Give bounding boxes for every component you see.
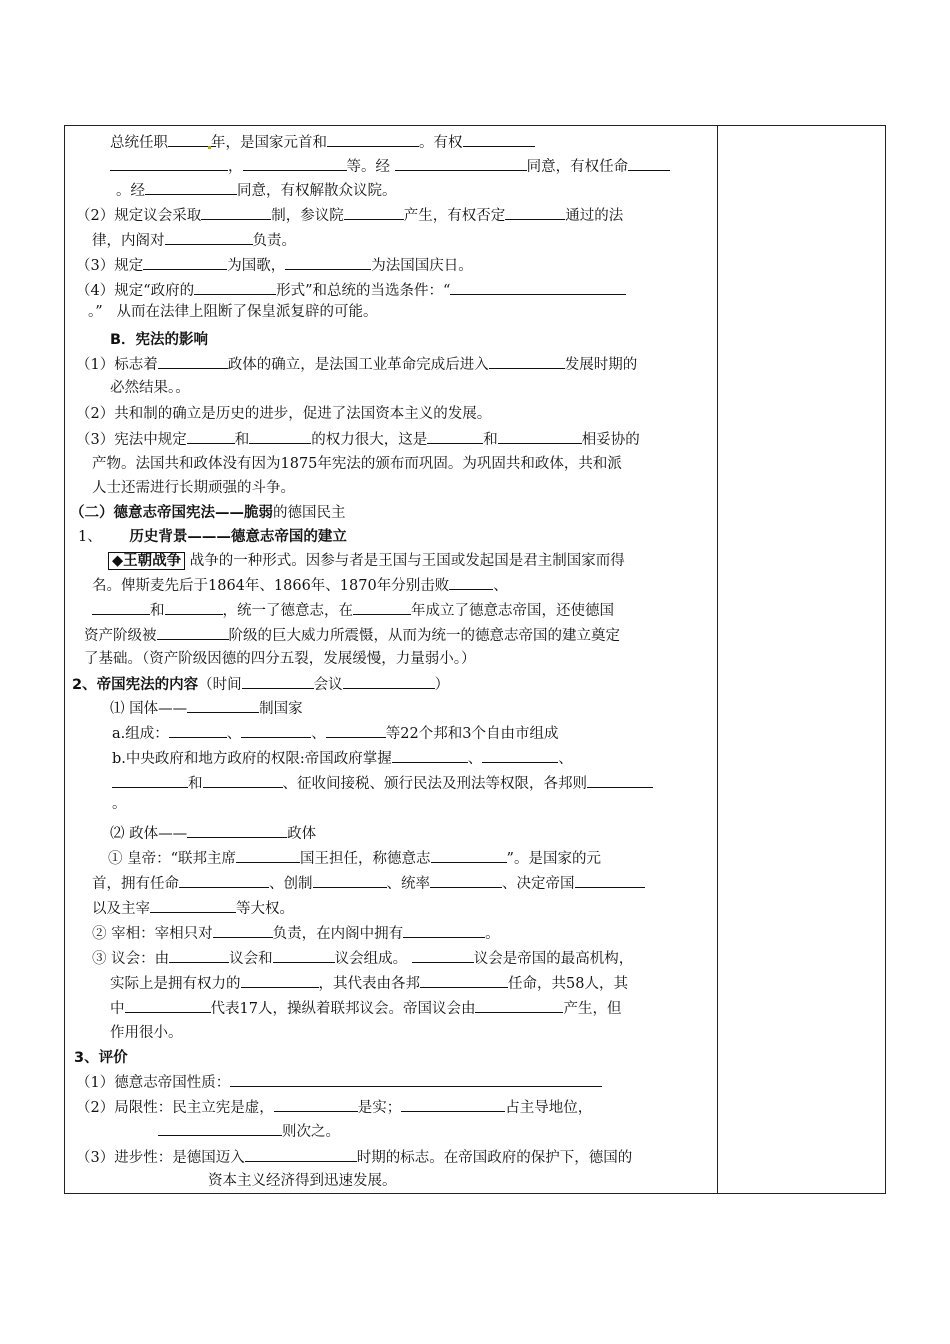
blank[interactable] — [158, 354, 228, 369]
blank[interactable] — [203, 773, 283, 788]
blank[interactable] — [249, 429, 311, 444]
line-emperor-powers: 首，拥有任命 、创制 、统率 、决定帝国 — [92, 873, 645, 894]
blank[interactable] — [450, 280, 626, 295]
line-period: 。 — [112, 796, 127, 812]
line-unification: 和 ，统一了德意志，在 年成立了德意志帝国，还使德国 — [92, 600, 614, 621]
blank[interactable] — [112, 773, 188, 788]
line-parliament: （2）规定议会采取 制，参议院 产生，有权否定 通过的法 — [76, 205, 623, 226]
line-bismarck: 名。俾斯麦先后于1864年、1866年、1870年分别击败 、 — [92, 575, 508, 596]
line-anthem: （3）规定 为国歌， 为法国国庆日。 — [76, 255, 473, 276]
line-dissolve: 。经 同意，有权解散众议院。 — [116, 180, 397, 201]
line-rule: 以及主宰 等大权。 — [92, 898, 294, 919]
line-powers: （3）宪法中规定 和 的权力很大，这是 和 相妥协的 — [76, 429, 640, 450]
blank[interactable] — [482, 748, 558, 763]
blank[interactable] — [241, 723, 311, 738]
line-government-form: （4）规定“政府的 形式”和总统的当选条件：“ — [76, 280, 626, 301]
blank[interactable] — [575, 873, 645, 888]
blank[interactable] — [110, 156, 228, 171]
blank[interactable] — [165, 600, 223, 615]
blank[interactable] — [475, 998, 563, 1013]
blank[interactable] — [489, 354, 565, 369]
blank[interactable] — [243, 156, 347, 171]
blank[interactable] — [427, 429, 483, 444]
line-product: 产物。法国共和政体没有因为1875年宪法的颁布而巩固。为巩固共和政体，共和派 — [92, 456, 622, 472]
blank[interactable] — [125, 998, 211, 1013]
blank[interactable] — [395, 156, 527, 171]
blank[interactable] — [168, 132, 216, 147]
blank[interactable] — [158, 1121, 282, 1136]
line-dynastic-war: ◆王朝战争 战争的一种形式。因参与者是王国与王国或发起国是君主制国家而得 — [108, 551, 625, 571]
subsection-background: 1、 历史背景———德意志帝国的建立 — [78, 529, 347, 545]
blank[interactable] — [505, 205, 565, 220]
blank[interactable] — [313, 873, 387, 888]
blank[interactable] — [157, 625, 229, 640]
blank[interactable] — [431, 848, 507, 863]
blank[interactable] — [145, 180, 237, 195]
line-foundation: 了基础。（资产阶级因德的四分五裂，发展缓慢，力量弱小。） — [84, 651, 476, 667]
blank[interactable] — [201, 205, 271, 220]
blank[interactable] — [194, 280, 276, 295]
line-president-term: 总统任职 年，是国家元首和 。有权 — [110, 132, 535, 153]
section-b-heading: B．宪法的影响 — [110, 332, 209, 348]
blank[interactable] — [343, 674, 435, 689]
line-taxation: 和 、征收间接税、颁行民法及刑法等权限，各邦则 — [112, 773, 653, 794]
blank[interactable] — [353, 600, 411, 615]
line-state-form: ⑴ 国体—— 制国家 — [110, 698, 303, 719]
blank[interactable] — [498, 429, 582, 444]
section-two-heading: （二）德意志帝国宪法——脆弱的德国民主 — [70, 505, 346, 521]
blank[interactable] — [344, 205, 404, 220]
blank[interactable] — [463, 132, 535, 147]
line-president-powers: ， 等。经 同意，有权任命 — [110, 156, 670, 177]
line-struggle: 人士还需进行长期顽强的斗争。 — [92, 480, 295, 496]
blank[interactable] — [165, 230, 253, 245]
blank[interactable] — [169, 948, 229, 963]
line-nature: （1）德意志帝国性质： — [76, 1072, 602, 1093]
blank[interactable] — [242, 674, 314, 689]
column-divider — [717, 125, 718, 1194]
blank[interactable] — [412, 948, 474, 963]
blank[interactable] — [326, 723, 386, 738]
blank[interactable] — [236, 848, 300, 863]
line-cabinet: 律，内阁对 负责。 — [92, 230, 296, 251]
blank[interactable] — [401, 1097, 505, 1112]
blank[interactable] — [179, 873, 269, 888]
line-marks: （1）标志着 政体的确立，是法国工业革命完成后进入 发展时期的 — [76, 354, 637, 375]
line-economy: 资本主义经济得到迅速发展。 — [208, 1173, 397, 1189]
blank[interactable] — [150, 898, 236, 913]
blank[interactable] — [213, 923, 273, 938]
blank[interactable] — [169, 723, 227, 738]
line-parliament-comp: ③ 议会：由 议会和 议会组成。 议会是帝国的最高机构， — [92, 948, 633, 969]
line-royalist: 。” 从而在法律上阻断了保皇派复辟的可能。 — [88, 304, 378, 320]
line-composition: a.组成： 、 、 等22个邦和3个自由市组成 — [112, 723, 558, 744]
blank[interactable] — [420, 973, 508, 988]
blank[interactable] — [92, 600, 150, 615]
blank[interactable] — [273, 948, 335, 963]
blank[interactable] — [187, 823, 287, 838]
line-real-power: 实际上是拥有权力的 ，其代表由各邦 任命，共58人，其 — [110, 973, 628, 994]
blank[interactable] — [628, 156, 670, 171]
blank[interactable] — [230, 1072, 602, 1087]
line-secondary: 则次之。 — [158, 1121, 340, 1142]
blank[interactable] — [245, 1147, 357, 1162]
blank[interactable] — [430, 873, 502, 888]
blank[interactable] — [241, 973, 319, 988]
blank[interactable] — [449, 575, 493, 590]
blank[interactable] — [274, 1097, 358, 1112]
blank[interactable] — [187, 429, 235, 444]
blank[interactable] — [285, 255, 371, 270]
line-polity: ⑵ 政体—— 政体 — [110, 823, 316, 844]
blank[interactable] — [587, 773, 653, 788]
line-representatives: 中 代表17人，操纵着联邦议会。帝国议会由 产生，但 — [110, 998, 621, 1019]
dynastic-war-box: ◆王朝战争 — [108, 552, 185, 570]
blank[interactable] — [143, 255, 227, 270]
blank[interactable] — [187, 698, 259, 713]
line-authority: b.中央政府和地方政府的权限:帝国政府掌握 、 、 — [112, 748, 573, 769]
blank[interactable] — [327, 132, 419, 147]
line-result: 必然结果。。 — [110, 380, 190, 396]
blank[interactable] — [403, 923, 485, 938]
line-chancellor: ② 宰相：宰相只对 负责，在内阁中拥有 。 — [92, 923, 500, 944]
section-evaluation-heading: 3、评价 — [74, 1050, 128, 1066]
line-emperor: ① 皇帝：“联邦主席 国王担任，称德意志 ”。是国家的元 — [108, 848, 601, 869]
line-progress: （2）共和制的确立是历史的进步，促进了法国资本主义的发展。 — [76, 406, 492, 422]
line-bourgeoisie: 资产阶级被 阶级的巨大威力所震慑，从而为统一的德意志帝国的建立奠定 — [84, 625, 620, 646]
line-minor-role: 作用很小。 — [110, 1025, 183, 1041]
line-progressive: （3）进步性：是德国迈入 时期的标志。在帝国政府的保护下，德国的 — [76, 1147, 632, 1168]
line-limitations: （2）局限性：民主立宪是虚， 是实； 占主导地位， — [76, 1097, 592, 1118]
subsection-constitution: 2、帝国宪法的内容（时间 会议 ） — [72, 674, 449, 695]
blank[interactable] — [392, 748, 468, 763]
